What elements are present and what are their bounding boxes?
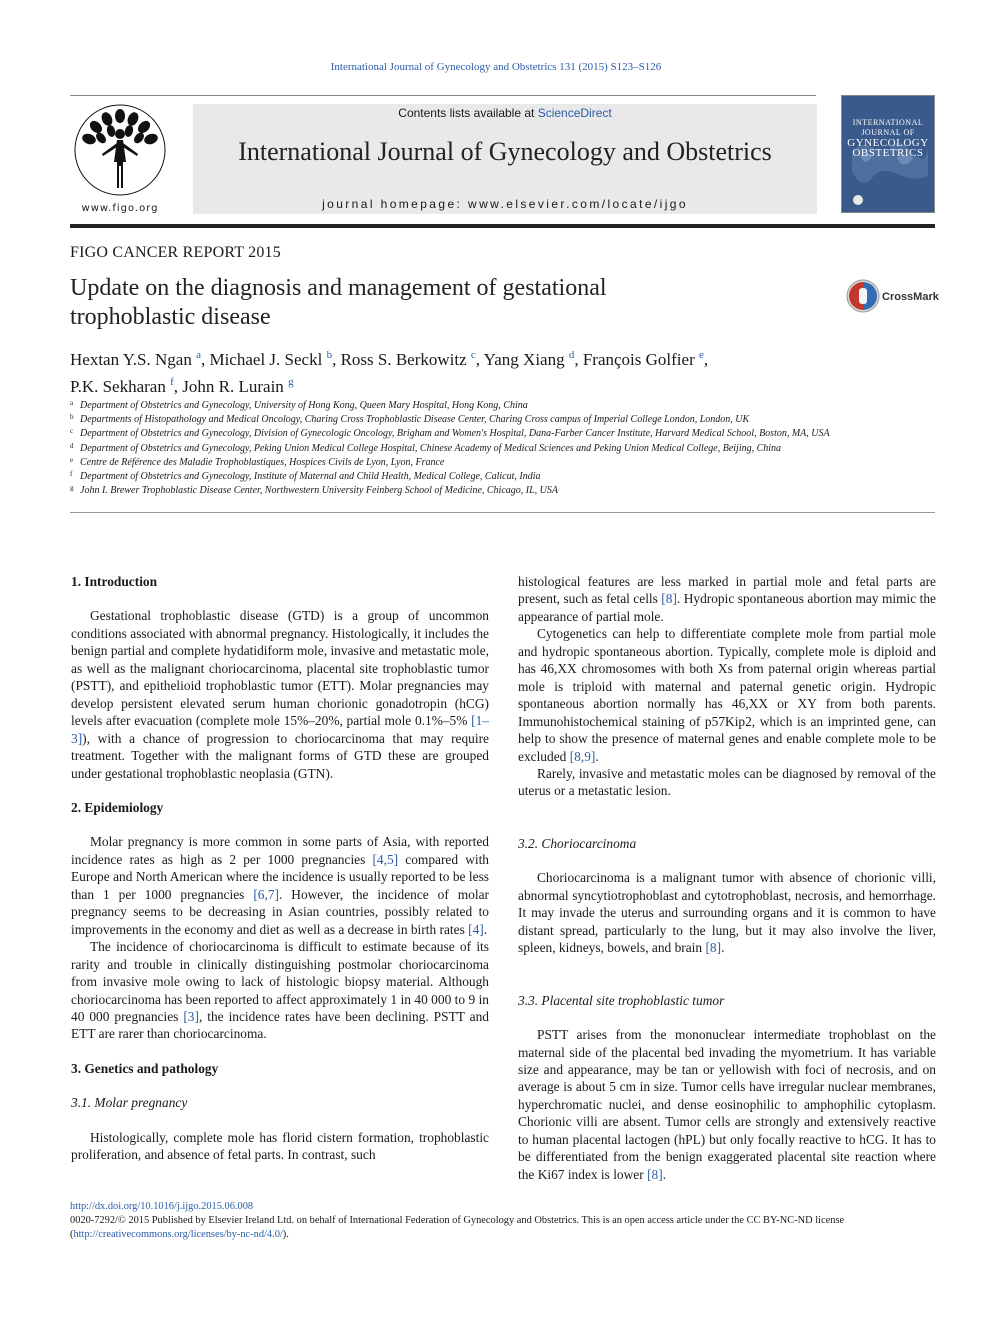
affiliation-key: b [70,413,74,422]
article-footer: http://dx.doi.org/10.1016/j.ijgo.2015.06.008 0020-7292/© 2015 Published by Elsevier Ireland Ltd. on behalf of International Federation of Gynecology and Obstetrics. This is an open access article under the CC BY-NC-ND license (http://creativecommons.org/licenses/by-nc-nd/4.0/). [70,1200,936,1242]
paper-title: Update on the diagnosis and management of gestational trophoblastic disease [70,275,607,330]
subsection-heading: 3.3. Placental site trophoblastic tumor [518,992,725,1008]
citation-link[interactable]: [8] [705,940,722,956]
figo-tree-figure-icon [70,104,170,202]
affiliation-text: Department of Obstetrics and Gynecology, Peking Union Medical College Hospital, Chinese Academy of Medical Sciences and Peking Union Medical College, Beijing, China [80,442,782,454]
copyright-notice: 0020-7292/© 2015 Published by Elsevier Ireland Ltd. on behalf of International Federation of Gynecology and Obstetrics. This is an open access article under the CC BY-NC-ND license [70,1215,845,1226]
sciencedirect-link[interactable]: ScienceDirect [537,106,612,120]
paragraph: Choriocarcinoma is a malignant tumor with absence of chorionic villi, abnormal syncytiotrophoblast and cytotrophoblast, necrosis, and hemorrhage. It may invade the uterus and surrounding organs and it is common to have distant spread, particularly to the lung, but it may also involve the liver, spleen, kidneys, bowels, and brain [8]. [518,870,936,956]
cover-title-main: GYNECOLOGY OBSTETRICS [847,137,929,159]
journal-cover[interactable] [841,95,935,213]
affiliation-item [70,442,940,456]
affiliation-item [70,413,940,427]
affiliation-text: Department of Obstetrics and Gynecology, University of Hong Kong, Queen Mary Hospital, Hong Kong, China [80,400,528,411]
paragraph: Cytogenetics can help to differentiate complete mole from partial mole and hydropic spontaneous abortion. Typically, complete mole is diploid and has 46,XX chromosomes with both Xs from paternal origin whereas partial mole is triploid with maternal and paternal genetic origin. Hydropic spontaneous abortion normally has 46,XX or XY from both parents. Immunohistochemical staining of p57Kip2, which is an imprinted gene, can help to show the presence of maternal genes and enable complete mole to be excluded [8,9]. [518,626,936,764]
author-list: Hextan Y.S. Ngan $^a$, Michael J. Seckl $^b$, Ross S. Berkowitz $^c$, Yang Xiang $^d$, François Golfier $^e$, P.K. Sekharan $^f$, John R. Lurain $^g$ [70,349,709,396]
journal-citation[interactable]: International Journal of Gynecology and Obstetrics 131 (2015) S123–S126 [330,61,662,73]
crossmark-badge[interactable] [846,279,938,315]
crossmark-icon [846,279,880,313]
header-rule [70,224,935,228]
affiliation-key: c [70,427,74,436]
affiliation-list [70,399,940,498]
author-affiliation-ref[interactable]: a [196,349,201,361]
author-name[interactable]: John R. Lurain [182,377,284,396]
report-label: FIGO CANCER REPORT 2015 [70,244,281,261]
affiliation-item [70,484,940,498]
cover-title [842,118,934,158]
affiliation-key: a [70,399,74,407]
citation-link[interactable]: [3] [183,1008,199,1024]
author-name[interactable]: Hextan Y.S. Ngan [70,350,192,369]
crossmark-label: CrossMark [882,291,939,303]
section-heading: 2. Epidemiology [71,799,164,815]
paragraph: PSTT arises from the mononuclear intermediate trophoblast on the maternal side of the placental bed invading the myometrium. It has variable size and appearance, may be tan or yellowish with foci of necrosis, and on average is about 5 cm in size. Tumor cells have irregular nuclear membranes, hyperchromatic nuclei, and dense eosinophilic to amphophilic cytoplasm. Chorionic villi are absent. Tumor cells are strongly and extensively reactive to human placental lactogen (hPL) but only focally reactive to hCG. It has to be differentiated from the benign exaggerated placental site reaction where the Ki67 index is lower [8]. [518,1027,936,1182]
citation-link[interactable]: [4,5] [372,851,399,867]
author-name[interactable]: Yang Xiang [483,350,565,369]
figo-logo[interactable] [70,104,170,216]
author-name[interactable]: François Golfier [582,350,695,369]
affiliation-key: g [70,484,74,493]
affiliation-item [70,470,940,484]
author-name[interactable]: Michael J. Seckl [209,350,323,369]
journal-title: International Journal of Gynecology and Obstetrics [238,137,772,166]
masthead-rule [70,95,816,96]
left-column [71,573,489,1164]
citation-link[interactable]: [4] [468,921,484,937]
author-affiliation-ref[interactable]: c [470,349,476,361]
affiliation-text: Departments of Histopathology and Medical Oncology, Charing Cross Trophoblastic Disease Center, Charing Cross campus of Imperial College London, London, UK [80,414,750,426]
paragraph: histological features are less marked in partial mole and fetal parts are present, such as fetal cells [8]. Hydropic spontaneous abortion may mimic the appearance of partial mole. [518,574,936,624]
citation-link[interactable]: [8] [647,1166,663,1182]
author-affiliation-ref[interactable]: g [288,376,294,388]
affiliation-item [70,456,940,470]
paragraph: The incidence of choriocarcinoma is difficult to estimate because of its rarity and trouble in clinically distinguishing postmolar choriocarcinoma from invasive mole owing to lack of histologic biopsy material. Although choriocarcinoma has been reported to affect approximately 1 in 40 000 to 9 in 40 000 pregnancies [3], the incidence rates have been declining. PSTT and ETT are rarer than choriocarcinoma. [71,939,489,1042]
affiliation-key: f [70,470,73,479]
citation-link[interactable]: [1–3] [71,713,489,746]
paragraph: Gestational trophoblastic disease (GTD) is a group of uncommon conditions associated with abnormal pregnancy. Histologically, it includes the benign partial and complete hydatidiform mole, invasive and metastatic mole, as well as the malignant choriocarcinoma, placental site trophoblastic tumor (PSTT), and epithelioid trophoblastic tumor (ETT). Molar pregnancies may develop persistent elevated serum human chorionic gonadotropin (hCG) levels after evacuation (complete mole 15%–20%, partial mole 0.1%–5% [1–3]), with a chance of progression to choriocarcinoma that may require treatment. Together with the malignant forms of GTD these are grouped under gestational trophoblastic neoplasia (GTN). [71,608,489,781]
affiliation-key: d [70,441,74,450]
license-link[interactable]: http://creativecommons.org/licenses/by-nc-nd/4.0/ [73,1229,283,1240]
section-heading: 3. Genetics and pathology [71,1060,219,1076]
affiliation-item [70,399,940,413]
affiliation-text: Department of Obstetrics and Gynecology, Division of Gynecologic Oncology, Brigham and Women's Hospital, Dana-Farber Cancer Institute, Harvard Medical School, Boston, MA, USA [80,428,830,440]
contents-line [193,106,817,120]
doi-link[interactable]: http://dx.doi.org/10.1016/j.ijgo.2015.06.008 [70,1201,254,1212]
author-affiliation-ref[interactable]: b [326,349,333,361]
citation-link[interactable]: [6,7] [253,886,279,902]
cover-title-top: INTERNATIONAL JOURNAL OF [852,118,924,137]
subsection-heading: 3.1. Molar pregnancy [71,1095,188,1111]
affiliation-text: Centre de Référence des Maladie Trophoblastiques, Hospices Civils de Lyon, Lyon, France [80,456,445,468]
citation-link[interactable]: [8] [661,591,677,607]
author-affiliation-ref[interactable]: d [568,349,575,361]
author-name[interactable]: Ross S. Berkowitz [340,350,467,369]
figo-url[interactable]: www.figo.org [81,203,159,214]
right-column [518,573,936,1183]
affiliation-item [70,427,940,441]
affiliation-text: John I. Brewer Trophoblastic Disease Center, Northwestern University Feinberg School of Medicine, Chicago, IL, USA [80,485,558,497]
contents-prefix: Contents lists available at [398,106,538,120]
affiliation-text: Department of Obstetrics and Gynecology, Institute of Maternal and Child Health, Medical College, Calicut, India [80,471,541,483]
section-divider [70,512,935,513]
paragraph: Rarely, invasive and metastatic moles can be diagnosed by removal of the uterus or a metastatic lesion. [518,765,936,799]
subsection-heading: 3.2. Choriocarcinoma [518,835,637,851]
citation-link[interactable]: [8,9] [569,748,596,764]
affiliation-key: e [70,455,74,464]
author-affiliation-ref[interactable]: e [698,349,704,361]
section-heading: 1. Introduction [71,574,158,589]
author-name[interactable]: P.K. Sekharan [70,377,166,396]
paragraph: Molar pregnancy is more common in some parts of Asia, with reported incidence rates as high as 2 per 1000 pregnancies [4,5] compared with Europe and North American where the incidence is usually reported to be less than 1 per 1000 pregnancies [6,7]. However, the incidence of molar pregnancy seems to be decreasing in Asian countries, possibly related to improvements in the economy and diet as well as a decrease in birth rates [4]. [71,834,489,937]
journal-header [193,104,817,214]
paragraph: Histologically, complete mole has florid cistern formation, trophoblastic proliferation, and absence of fetal parts. In contrast, such [71,1129,489,1163]
author-affiliation-ref[interactable]: f [170,376,174,388]
journal-homepage[interactable]: journal homepage: www.elsevier.com/locate/ijgo [322,197,688,211]
